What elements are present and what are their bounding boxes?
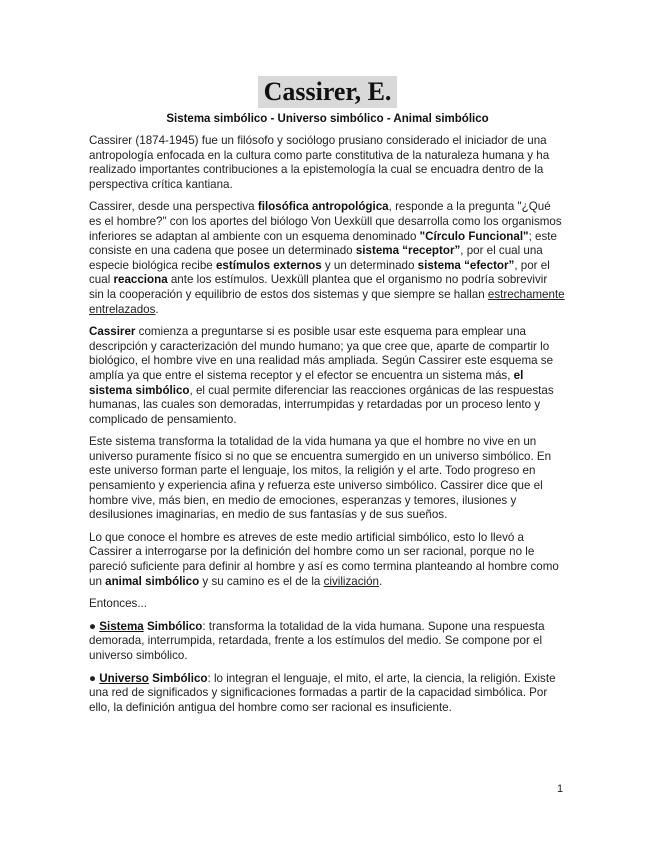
bold-text [99, 620, 202, 633]
text: , por el cual [89, 258, 550, 287]
bullet-item-universe [89, 672, 565, 716]
text: ; este consiste en una cadena que posee un determinado [89, 229, 557, 258]
text: , el cual permite diferenciar las reacciones orgánicas de las respuestas humanas, las cuales son demoradas, interrumpidas y retardadas por un proceso lento y complicado de pensamiento. [89, 383, 554, 426]
bold-text: sistema “efector” [417, 258, 515, 272]
text: , responde a la pregunta "¿Qué es el hombre?" con los aportes del biólogo Von Uexküll que desarrolla como los organismos inferiores se adaptan al ambiente con un esquema denominado [89, 200, 562, 243]
text: Simbólico [146, 619, 203, 633]
bold-text: estímulos externos [215, 258, 322, 272]
text: y su camino es el de la [199, 574, 324, 588]
underlined-text: estrechamente entrelazados [89, 287, 565, 316]
text: , por el cual una especie biológica recibe [89, 244, 543, 272]
bold-text: el sistema simbólico [89, 368, 524, 397]
page-number: 1 [557, 783, 564, 795]
bold-text: reacciona [113, 273, 168, 287]
text: . [155, 302, 159, 316]
document-body [89, 134, 565, 723]
text: : transforma la totalidad de la vida humana. Supone una respuesta demorada, interrumpida, retardada, frente a los estímulos del medio. Se compone por el universo simbólico. [89, 619, 545, 662]
page-title: Cassirer, E. [258, 76, 398, 108]
bold-text: Cassirer [89, 325, 136, 339]
text: . [379, 574, 383, 588]
bold-text: "Círculo Funcional" [419, 229, 529, 243]
paragraph-then: Entonces... [89, 597, 148, 611]
text: Cassirer, desde una perspectiva [89, 200, 258, 214]
bullet-item-system [89, 620, 565, 664]
paragraph-symbolic-animal [89, 531, 565, 589]
text: y un determinado [321, 258, 418, 272]
subtitle: Sistema simbólico - Universo simbólico - Animal simbólico [166, 113, 489, 125]
bold-text: animal simbólico [105, 574, 200, 588]
underlined-text: Sistema [99, 619, 144, 633]
bold-text: filosófica antropológica [257, 200, 389, 214]
paragraph-functional-circle [89, 200, 565, 317]
text: ante los estímulos. Uexküll plantea que el organismo no podría sobrevivir sin la cooperación y equilibrio de estos dos sistemas y que siempre se hallan [89, 273, 548, 301]
text: Simbólico [152, 671, 208, 685]
paragraph-symbolic-system [89, 325, 565, 427]
bold-text: sistema “receptor” [355, 244, 461, 258]
underlined-text: Universo [99, 671, 149, 685]
bullet-icon: ● [89, 671, 97, 685]
text: : lo integran el lenguaje, el mito, el arte, la ciencia, la religión. Existe una red de significados y significaciones formadas a partir de la capacidad simbólica. Por ello, la definición antigua del hombre como ser racional es insuficiente. [89, 671, 556, 714]
bold-text [99, 672, 207, 685]
paragraph-intro: Cassirer (1874-1945) fue un filósofo y sociólogo prusiano considerado el iniciador de una antropología enfocada en la cultura como parte constitutiva de la naturaleza humana y ha realizado importantes contribuciones a la epistemología la cual se encuadra dentro de la perspectiva crítica kantiana. [89, 134, 550, 191]
paragraph-symbolic-universe: Este sistema transforma la totalidad de la vida humana ya que el hombre no vive en un universo puramente físico si no que se encuentra sumergido en un universo simbólico. En este universo forman parte el lenguaje, los mitos, la religión y el arte. Todo progreso en pensamiento y experiencia afina y refuerza este universo simbólico. Cassirer dice que el hombre vive, más bien, en medio de emociones, esperanzas y temores, ilusiones y desilusiones imaginarias, en medio de sus fantasías y de sus sueños. [89, 435, 552, 522]
text: comienza a preguntarse si es posible usar este esquema para emplear una descripción y caracterización del mundo humano; ya que cree que, aparte de compartir lo biológico, el hombre vive en una realidad más ampliada. Según Cassirer este esquema se amplía ya que entre el sistema receptor y el efector se encuentra un sistema más, [89, 325, 554, 382]
text: Lo que conoce el hombre es atreves de este medio artificial simbólico, esto lo llevó a Cassirer a interrogarse por la definición del hombre como un ser racional, porque no le pareció suficiente para definir al hombre y así es como termina planteando al hombre como un [89, 530, 559, 588]
title-container [0, 76, 655, 108]
bullet-icon: ● [89, 619, 97, 633]
underlined-text: civilización [323, 574, 379, 588]
